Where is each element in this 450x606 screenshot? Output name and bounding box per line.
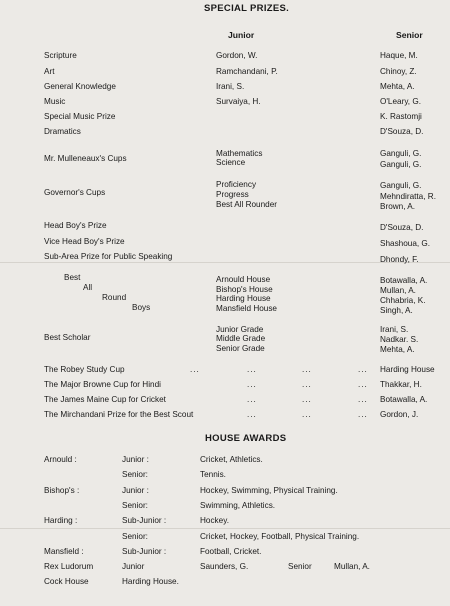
leader-dots: ...: [247, 380, 257, 389]
house-level: Senior:: [122, 532, 148, 541]
junior-winner: Ramchandani, P.: [216, 67, 278, 76]
prize-label: Governor's Cups: [44, 188, 106, 197]
junior-winner: Survaiya, H.: [216, 97, 261, 106]
cup-label: The Mirchandani Prize for the Best Scout: [44, 410, 194, 419]
house-level: Senior: [288, 562, 312, 571]
leader-dots: ...: [358, 365, 368, 374]
senior-winner: K. Rastomji: [380, 112, 422, 121]
grade-label: Middle Grade: [216, 334, 266, 343]
leader-dots: ...: [358, 410, 368, 419]
house-label: Bishop's House: [216, 285, 273, 294]
leader-dots: ...: [190, 365, 200, 374]
senior-winner: Ganguli, G.: [380, 181, 422, 190]
prize-label: Vice Head Boy's Prize: [44, 237, 125, 246]
leader-dots: ...: [358, 380, 368, 389]
category-label: Best All Rounder: [216, 200, 277, 209]
special-prizes-title: SPECIAL PRIZES.: [204, 3, 290, 14]
prize-label: Music: [44, 97, 66, 106]
cup-winner: Botawalla, A.: [380, 395, 428, 404]
senior-winner: Ganguli, G.: [380, 149, 422, 158]
rex-junior-name: Saunders, G.: [200, 562, 249, 571]
page-fold-line: [0, 528, 450, 529]
house-level: Sub-Junior :: [122, 547, 167, 556]
leader-dots: ...: [247, 365, 257, 374]
house-name: Mansfield :: [44, 547, 84, 556]
grade-label: Senior Grade: [216, 344, 265, 353]
house-level: Senior:: [122, 501, 148, 510]
leader-dots: ...: [302, 410, 312, 419]
house-awards: Cricket, Athletics.: [200, 455, 263, 464]
house-label: Arnould House: [216, 275, 271, 284]
category-label: Proficiency: [216, 180, 257, 189]
senior-winner: Nadkar. S.: [380, 335, 419, 344]
senior-winner: Mehta, A.: [380, 82, 415, 91]
senior-winner: Chhabria, K.: [380, 296, 426, 305]
house-level: Sub-Junior :: [122, 516, 167, 525]
senior-winner: Singh, A.: [380, 306, 413, 315]
cup-label: The Major Browne Cup for Hindi: [44, 380, 161, 389]
leader-dots: ...: [247, 395, 257, 404]
prize-label: Mr. Mulleneaux's Cups: [44, 154, 127, 163]
senior-winner: D'Souza, D.: [380, 127, 424, 136]
senior-winner: Mehta, A.: [380, 345, 415, 354]
best-all-round-word: Round: [102, 293, 127, 302]
prize-label: General Knowledge: [44, 82, 116, 91]
leader-dots: ...: [302, 365, 312, 374]
senior-column-header: Senior: [396, 30, 423, 40]
cup-label: The James Maine Cup for Cricket: [44, 395, 166, 404]
cup-label: The Robey Study Cup: [44, 365, 125, 374]
house-level: Junior: [122, 562, 145, 571]
leader-dots: ...: [302, 380, 312, 389]
house-name: Bishop's :: [44, 486, 80, 495]
cup-winner: Gordon, J.: [380, 410, 419, 419]
subject-label: Mathematics: [216, 149, 263, 158]
house-awards: Tennis.: [200, 470, 226, 479]
house-level: Senior:: [122, 470, 148, 479]
senior-winner: Botawalla, A.: [380, 276, 428, 285]
senior-winner: D'Souza, D.: [380, 223, 424, 232]
house-level: Junior :: [122, 486, 149, 495]
house-awards: Hockey, Swimming, Physical Training.: [200, 486, 338, 495]
senior-winner: Irani, S.: [380, 325, 409, 334]
senior-winner: Shashoua, G.: [380, 239, 431, 248]
senior-winner: Mehndiratta, R.: [380, 192, 436, 201]
senior-winner: Haque, M.: [380, 51, 418, 60]
category-label: Progress: [216, 190, 249, 199]
prize-label: Special Music Prize: [44, 112, 116, 121]
leader-dots: ...: [302, 395, 312, 404]
best-all-round-word: Boys: [132, 303, 151, 312]
senior-winner: Chinoy, Z.: [380, 67, 417, 76]
cup-winner: Harding House: [380, 365, 435, 374]
prize-label: Sub-Area Prize for Public Speaking: [44, 252, 173, 261]
junior-column-header: Junior: [228, 30, 255, 40]
junior-winner: Gordon, W.: [216, 51, 258, 60]
senior-winner: Ganguli, G.: [380, 160, 422, 169]
house-awards: Football, Cricket.: [200, 547, 262, 556]
senior-winner: Brown, A.: [380, 202, 416, 211]
prize-label: Best Scholar: [44, 333, 91, 342]
cock-house-label: Cock House: [44, 577, 89, 586]
house-awards: Swimming, Athletics.: [200, 501, 276, 510]
house-awards-title: HOUSE AWARDS: [205, 433, 287, 444]
house-name: Arnould :: [44, 455, 77, 464]
house-awards: Cricket, Hockey, Football, Physical Training.: [200, 532, 360, 541]
leader-dots: ...: [247, 410, 257, 419]
prize-label: Head Boy's Prize: [44, 221, 107, 230]
cock-house-value: Harding House.: [122, 577, 179, 586]
best-all-round-word: Best: [64, 273, 81, 282]
junior-winner: Irani, S.: [216, 82, 245, 91]
house-name: Harding :: [44, 516, 78, 525]
subject-label: Science: [216, 158, 246, 167]
house-level: Junior :: [122, 455, 149, 464]
prize-label: Scripture: [44, 51, 77, 60]
grade-label: Junior Grade: [216, 325, 264, 334]
house-awards: Hockey.: [200, 516, 229, 525]
prize-label: Dramatics: [44, 127, 81, 136]
senior-winner: O'Leary, G.: [380, 97, 421, 106]
rex-ludorum-label: Rex Ludorum: [44, 562, 94, 571]
house-label: Mansfield House: [216, 304, 277, 313]
house-label: Harding House: [216, 294, 271, 303]
best-all-round-word: All: [83, 283, 93, 292]
senior-winner: Mullan, A.: [380, 286, 416, 295]
senior-winner: Dhondy, F.: [380, 255, 419, 264]
rex-senior-name: Mullan, A.: [334, 562, 370, 571]
cup-winner: Thakkar, H.: [380, 380, 422, 389]
leader-dots: ...: [358, 395, 368, 404]
prize-label: Art: [44, 67, 55, 76]
